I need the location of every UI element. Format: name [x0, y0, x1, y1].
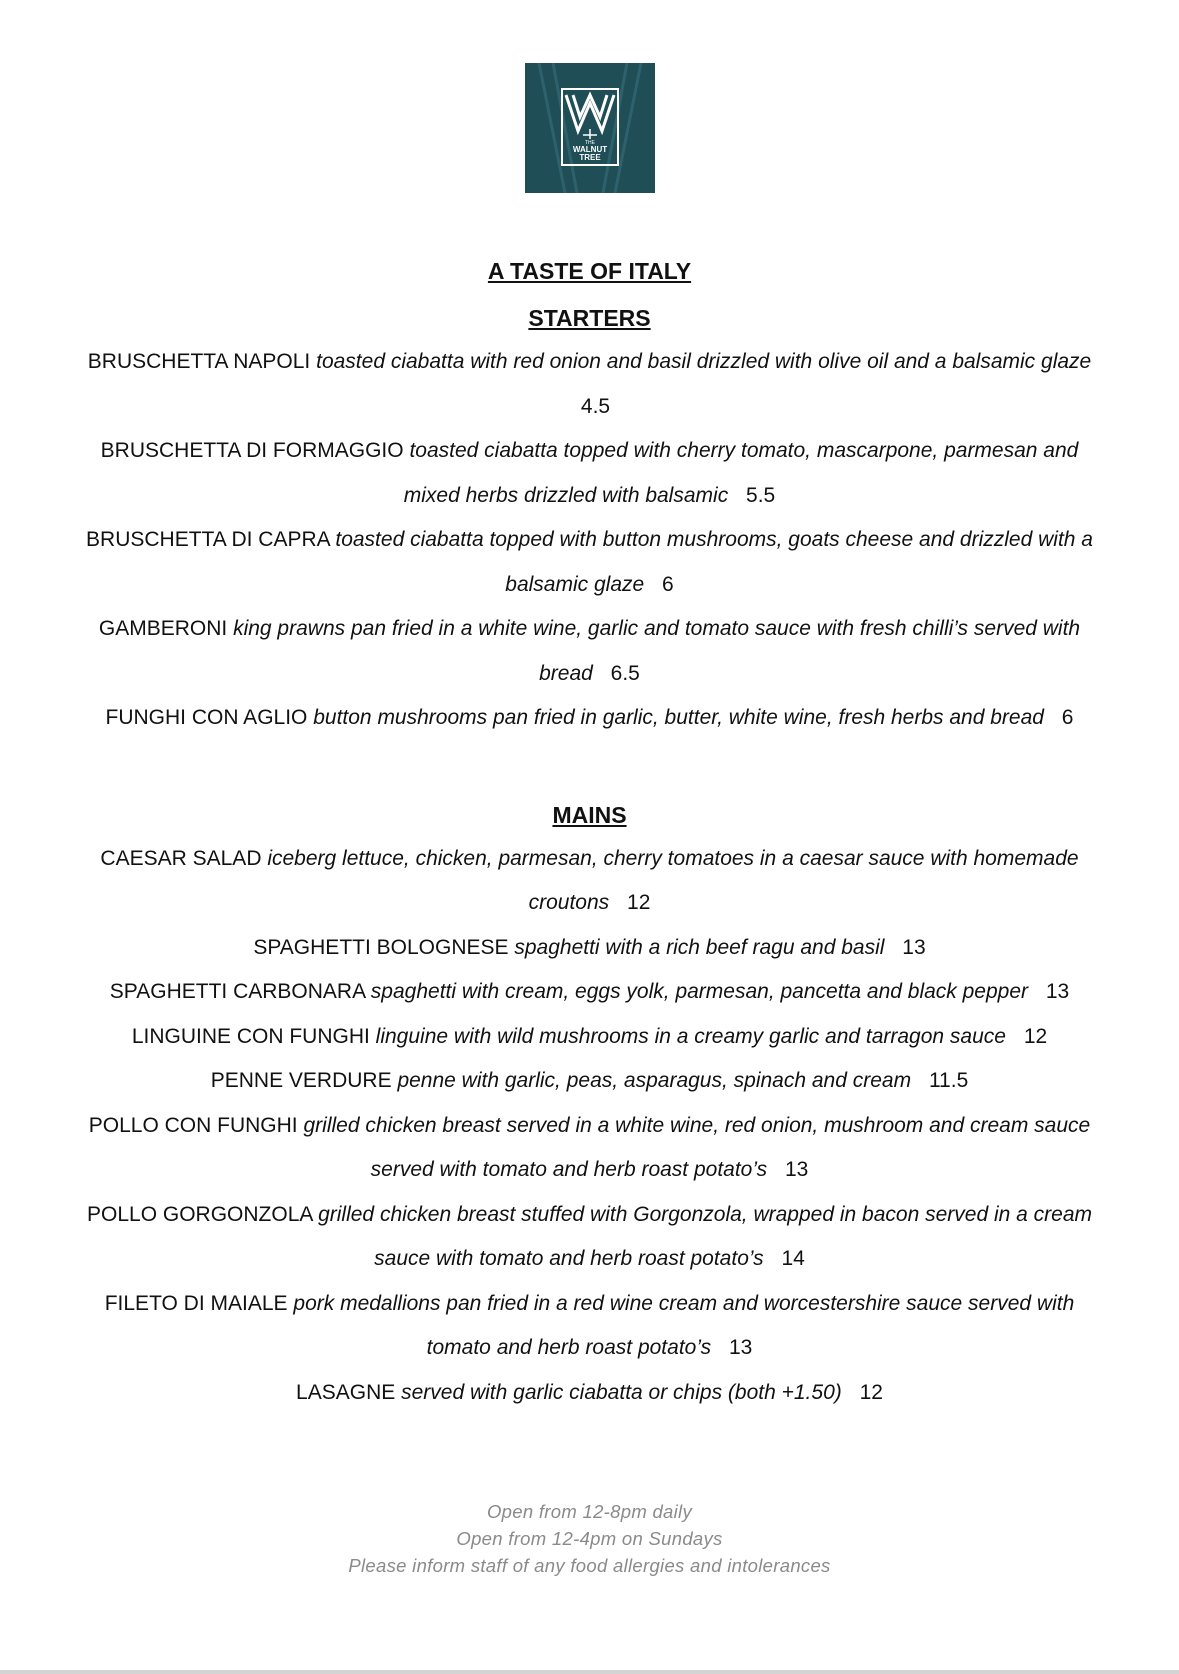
menu-item [50, 607, 1129, 696]
item-description: served with garlic ciabatta or chips (both +1.50) [401, 1380, 842, 1404]
item-description: grilled chicken breast served in a white wine, red onion, mushroom and cream sauce served with tomato and herb roast potato’s [303, 1113, 1091, 1181]
item-description: spaghetti with a rich beef ragu and basil [514, 935, 885, 959]
item-name: GAMBERONI [98, 617, 228, 640]
item-name: POLLO GORGONZOLA [87, 1202, 313, 1226]
item-name: LINGUINE CON FUNGHI [131, 1024, 370, 1048]
item-description: button mushrooms pan fried in garlic, butter, white wine, fresh herbs and bread [313, 706, 1044, 729]
item-name: POLLO CON FUNGHI [88, 1113, 298, 1137]
menu-item [50, 518, 1129, 607]
item-price: 5.5 [746, 483, 776, 507]
footer-hours-sunday: Open from 12-4pm on Sundays [456, 1528, 723, 1549]
item-description: pork medallions pan fried in a red wine cream and worcestershire sauce served with tomato and herb roast potato’s [293, 1291, 1075, 1359]
menu-item [50, 970, 1129, 1015]
item-name: SPAGHETTI CARBONARA [109, 980, 365, 1003]
item-name: CAESAR SALAD [100, 846, 262, 870]
item-price: 12 [1023, 1024, 1048, 1048]
item-price: 6 [1061, 706, 1074, 729]
item-name: BRUSCHETTA DI FORMAGGIO [100, 439, 404, 462]
logo-text-tree: TREE [579, 153, 601, 162]
item-name: FILETO DI MAIALE [104, 1291, 288, 1315]
item-name: FUNGHI CON AGLIO [105, 706, 308, 729]
item-price: 4.5 [580, 394, 611, 418]
item-name: SPAGHETTI BOLOGNESE [253, 935, 509, 959]
mains-list [50, 837, 1129, 1416]
starters-list [50, 340, 1129, 741]
item-price: 14 [781, 1247, 805, 1270]
item-description: toasted ciabatta with red onion and basil drizzled with olive oil and a balsamic glaze [316, 350, 1092, 373]
item-name: BRUSCHETTA NAPOLI [87, 350, 311, 373]
item-price: 13 [785, 1158, 809, 1181]
item-name: PENNE VERDURE [210, 1069, 392, 1092]
item-price: 12 [627, 891, 651, 914]
item-description: toasted ciabatta topped with button mushrooms, goats cheese and drizzled with a balsamic glaze [335, 528, 1093, 596]
menu-item [50, 1104, 1129, 1193]
section-spacer [50, 741, 1129, 789]
footer-allergy-notice: Please inform staff of any food allergies and intolerances [348, 1555, 831, 1576]
item-description: grilled chicken breast stuffed with Gorgonzola, wrapped in bacon served in a cream sauce with tomato and herb roast potato’s [318, 1202, 1092, 1270]
item-description: king prawns pan fried in a white wine, garlic and tomato sauce with fresh chilli’s served with bread [233, 617, 1081, 685]
item-price: 12 [859, 1380, 883, 1404]
logo-text-walnut: WALNUT [572, 145, 608, 154]
page-bottom-border [0, 1670, 1179, 1674]
item-description: toasted ciabatta topped with cherry tomato, mascarpone, parmesan and mixed herbs drizzled with balsamic [403, 439, 1079, 507]
menu-item [50, 837, 1129, 926]
footer-hours-daily: Open from 12-8pm daily [486, 1501, 693, 1522]
starters-heading: STARTERS [528, 305, 651, 331]
menu-item [50, 1282, 1129, 1371]
menu-item [50, 1059, 1129, 1104]
item-price: 6 [662, 572, 674, 596]
menu-item [50, 926, 1129, 971]
mains-heading: MAINS [552, 801, 627, 828]
item-name: BRUSCHETTA DI CAPRA [86, 528, 330, 551]
item-price: 13 [902, 935, 926, 959]
item-description: iceberg lettuce, chicken, parmesan, cherry tomatoes in a caesar sauce with homemade croutons [267, 846, 1079, 914]
item-price: 11.5 [928, 1069, 969, 1092]
item-description: penne with garlic, peas, asparagus, spinach and cream [397, 1069, 912, 1092]
menu-item [50, 696, 1129, 741]
item-price: 13 [728, 1336, 753, 1359]
menu-item [50, 429, 1129, 518]
logo-text-the: THE [585, 140, 595, 146]
item-price: 6.5 [610, 661, 640, 685]
opening-hours-footer [0, 1498, 1179, 1579]
item-name: LASAGNE [296, 1380, 396, 1404]
menu-content [50, 250, 1129, 1415]
menu-item [50, 1015, 1129, 1060]
item-description: linguine with wild mushrooms in a creamy garlic and tarragon sauce [375, 1024, 1006, 1048]
menu-item [50, 1371, 1129, 1416]
item-price: 13 [1045, 980, 1070, 1003]
menu-title: A TASTE OF ITALY [487, 258, 692, 284]
menu-item [50, 340, 1129, 429]
walnut-tree-logo [525, 63, 655, 193]
menu-item [50, 1193, 1129, 1282]
item-description: spaghetti with cream, eggs yolk, parmesan, pancetta and black pepper [370, 980, 1029, 1003]
